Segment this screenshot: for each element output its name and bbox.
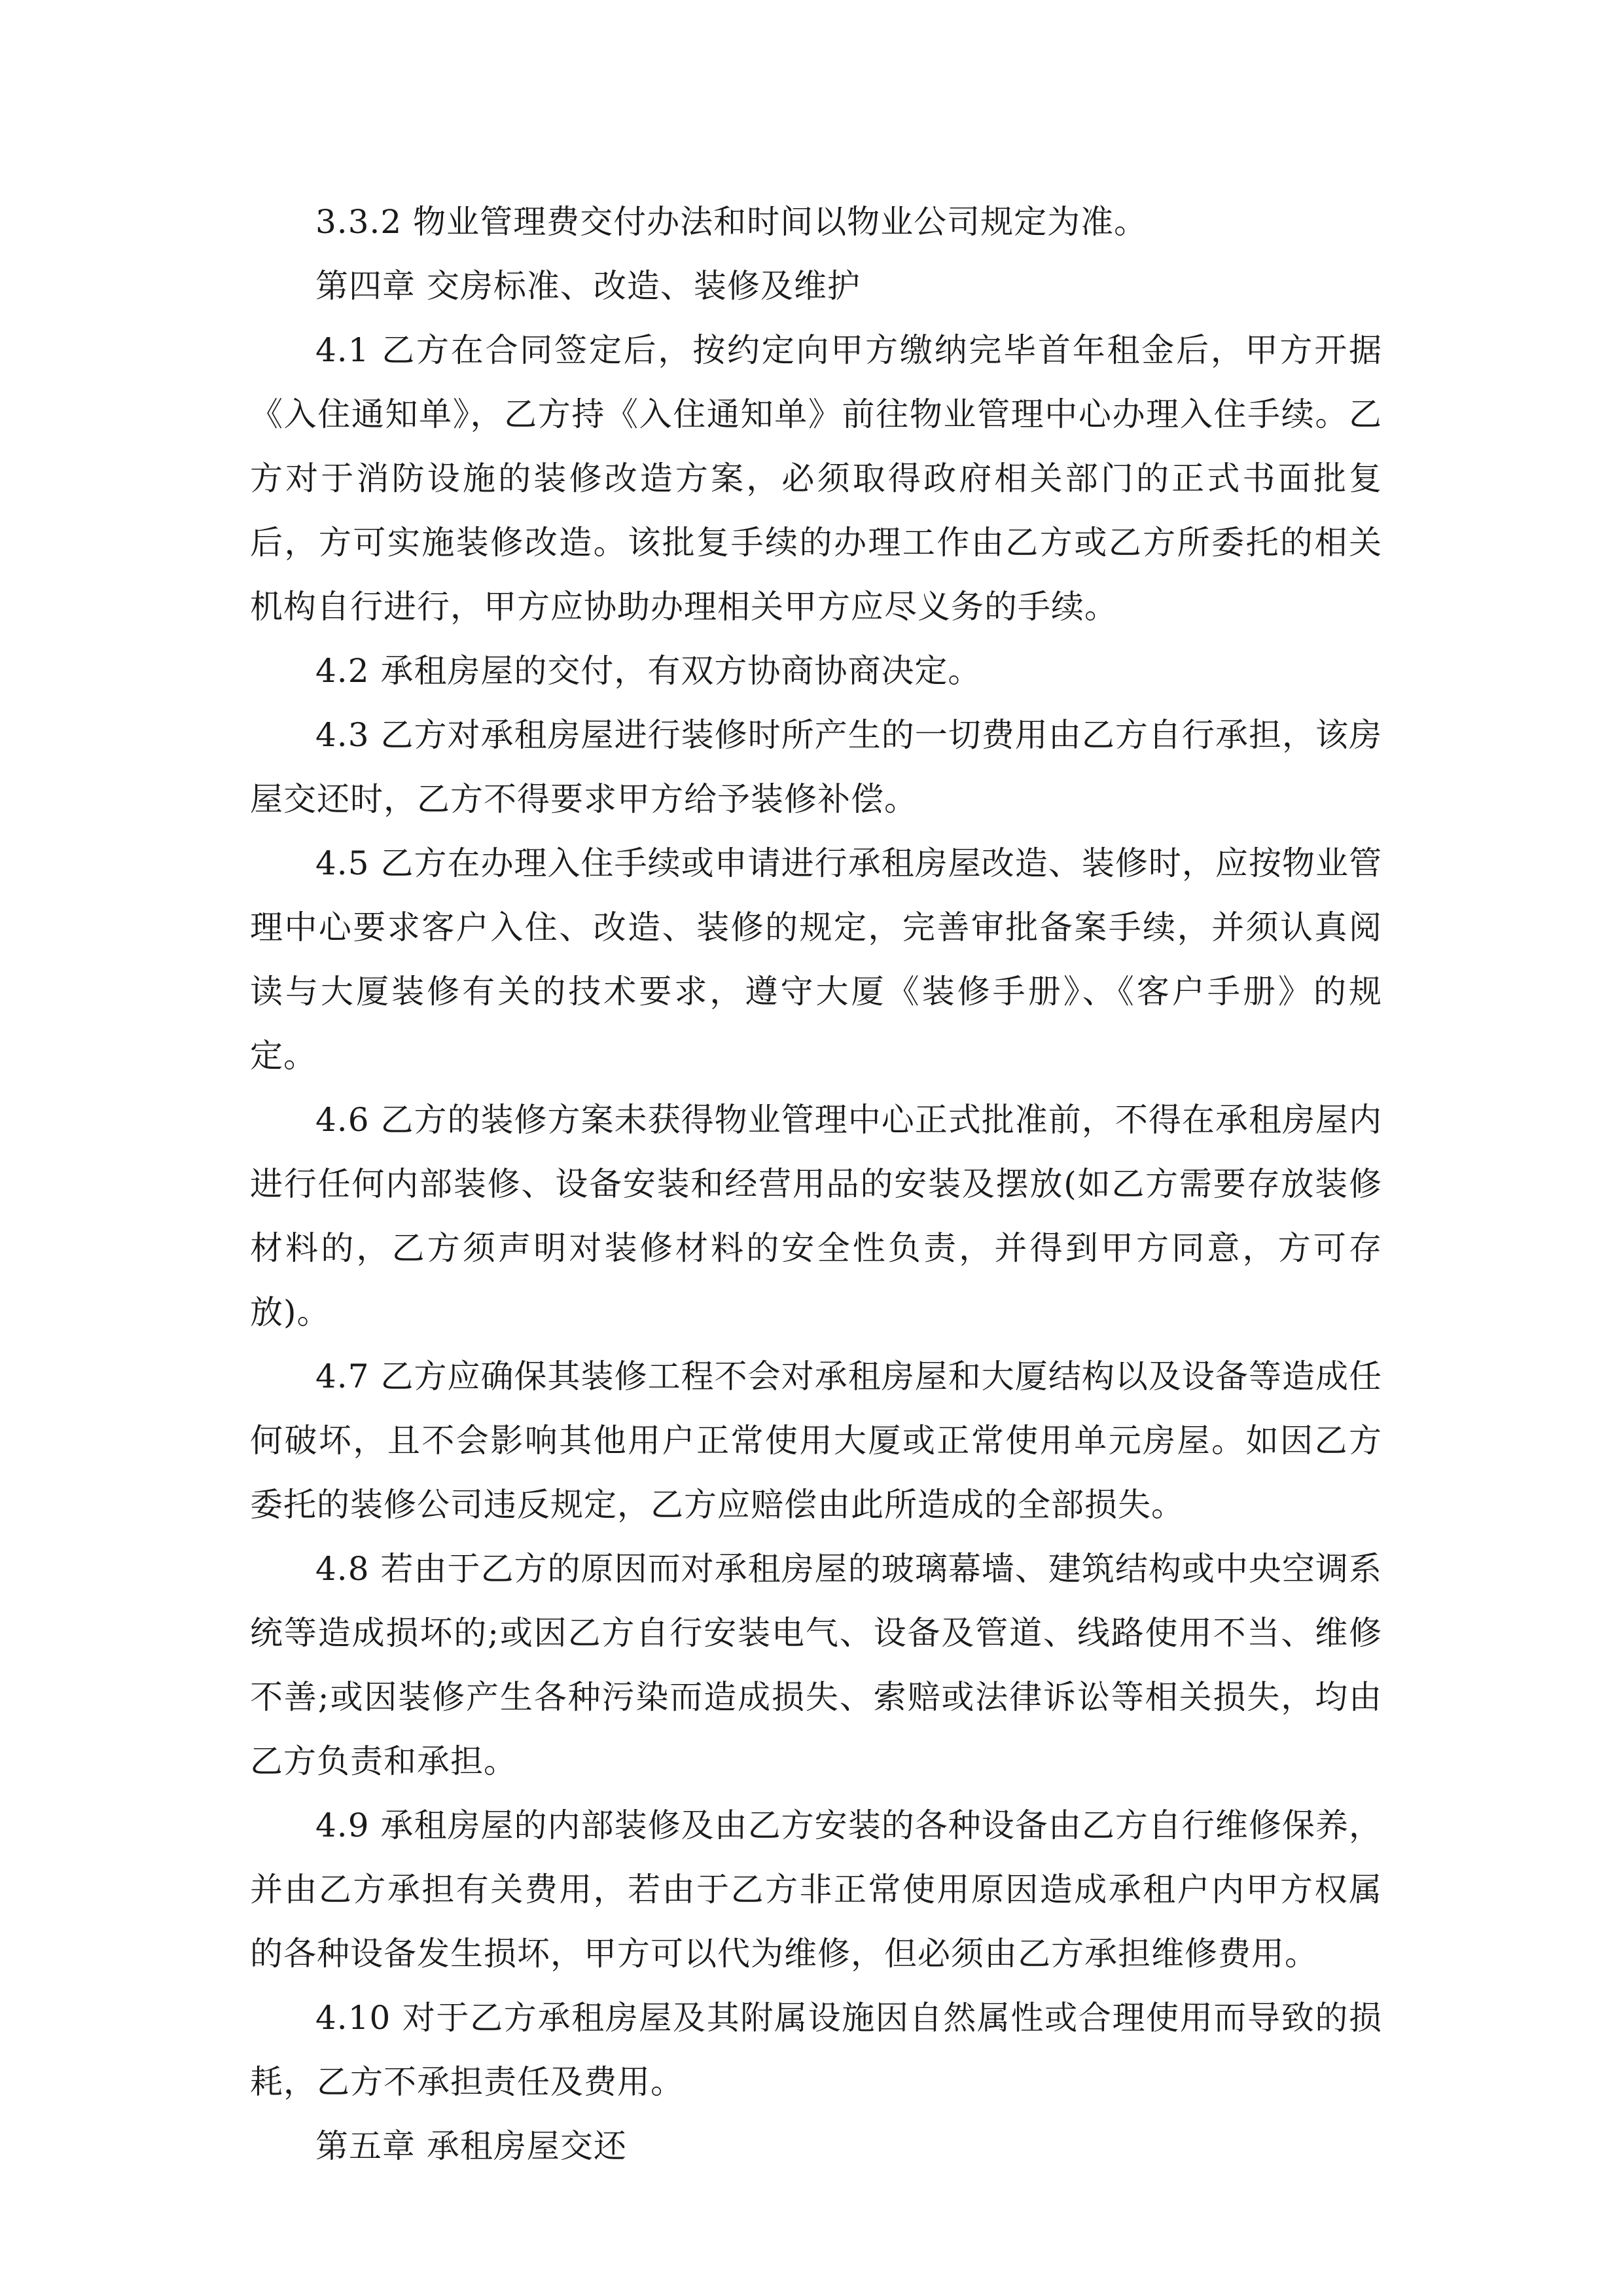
- clause-4-3: 4.3 乙方对承租房屋进行装修时所产生的一切费用由乙方自行承担，该房屋交还时，乙方不得要求甲方给予装修补偿。: [250, 716, 1382, 818]
- chapter-5-heading: 第五章 承租房屋交还: [315, 2127, 627, 2165]
- chapter-4-heading: 第四章 交房标准、改造、装修及维护: [315, 267, 861, 305]
- clause-4-7: 4.7 乙方应确保其装修工程不会对承租房屋和大厦结构以及设备等造成任何破坏，且不会影响其他用户正常使用大厦或正常使用单元房屋。如因乙方委托的装修公司违反规定，乙方应赔偿由此所造成的全部损失。: [250, 1357, 1382, 1524]
- clause-4-6: 4.6 乙方的装修方案未获得物业管理中心正式批准前，不得在承租房屋内进行任何内部装修、设备安装和经营用品的安装及摆放(如乙方需要存放装修材料的，乙方须声明对装修材料的安全性负责，并得到甲方同意，方可存放)。: [250, 1101, 1382, 1331]
- clause-4-9: 4.9 承租房屋的内部装修及由乙方安装的各种设备由乙方自行维修保养，并由乙方承担有关费用，若由于乙方非正常使用原因造成承租户内甲方权属的各种设备发生损坏，甲方可以代为维修，但必须由乙方承担维修费用。: [250, 1806, 1382, 1973]
- clause-3-3-2: 3.3.2 物业管理费交付办法和时间以物业公司规定为准。: [315, 203, 1148, 241]
- clause-4-5: 4.5 乙方在办理入住手续或申请进行承租房屋改造、装修时，应按物业管理中心要求客户入住、改造、装修的规定，完善审批备案手续，并须认真阅读与大厦装修有关的技术要求，遵守大厦《装修手册》、《客户手册》的规定。: [250, 844, 1382, 1075]
- clause-4-10: 4.10 对于乙方承租房屋及其附属设施因自然属性或合理使用而导致的损耗，乙方不承担责任及费用。: [250, 1999, 1382, 2101]
- clause-4-2: 4.2 承租房屋的交付，有双方协商协商决定。: [315, 652, 982, 690]
- document-body: [250, 190, 1382, 2178]
- clause-4-8: 4.8 若由于乙方的原因而对承租房屋的玻璃幕墙、建筑结构或中央空调系统等造成损坏的;或因乙方自行安装电气、设备及管道、线路使用不当、维修不善;或因装修产生各种污染而造成损失、索赔或法律诉讼等相关损失，均由乙方负责和承担。: [250, 1550, 1382, 1780]
- clause-4-1: 4.1 乙方在合同签定后，按约定向甲方缴纳完毕首年租金后，甲方开据《入住通知单》，乙方持《入住通知单》前往物业管理中心办理入住手续。乙方对于消防设施的装修改造方案，必须取得政府相关部门的正式书面批复后，方可实施装修改造。该批复手续的办理工作由乙方或乙方所委托的相关机构自行进行，甲方应协助办理相关甲方应尽义务的手续。: [250, 331, 1382, 626]
